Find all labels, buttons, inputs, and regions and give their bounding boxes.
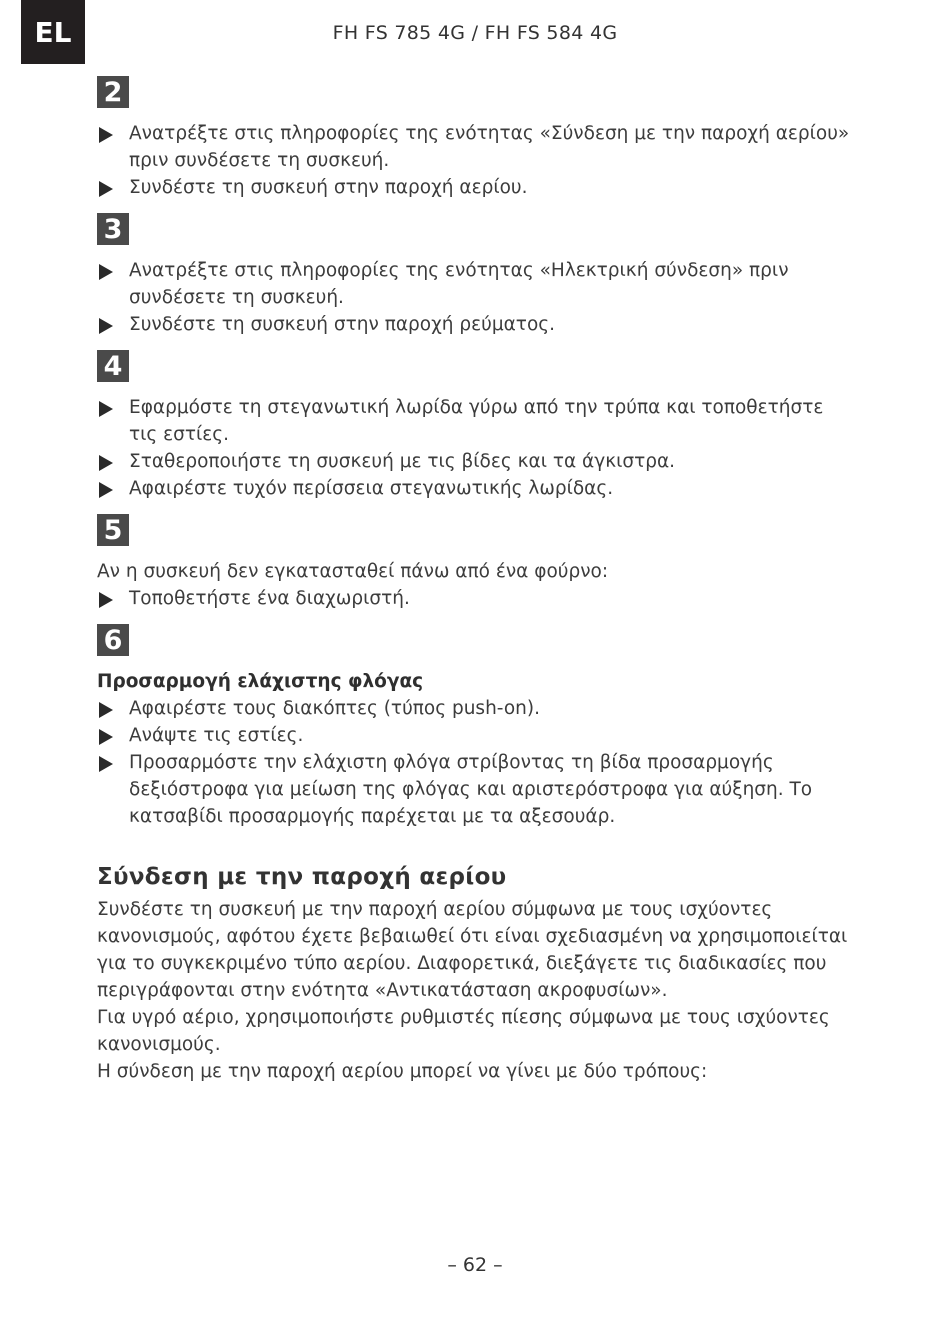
step-2-bullets: [97, 120, 857, 201]
body-paragraph: Για υγρό αέριο, χρησιμοποιήστε ρυθμιστές πίεσης σύμφωνα με τους ισχύοντες κανονισμούς.: [97, 1007, 830, 1055]
step-6-section: [97, 624, 857, 830]
bullet-text: Αφαιρέστε τυχόν περίσσεια στεγανωτικής λωρίδας.: [129, 478, 614, 499]
step-number-badge: 6: [97, 624, 129, 656]
language-tab: EL: [21, 0, 85, 64]
step-4-bullets: [97, 394, 857, 502]
triangle-bullet-icon: [99, 592, 113, 608]
body-paragraph: Η σύνδεση με την παροχή αερίου μπορεί να γίνει με δύο τρόπους:: [97, 1061, 708, 1082]
step-3-bullets: [97, 257, 857, 338]
triangle-bullet-icon: [99, 318, 113, 334]
bullet-text: Συνδέστε τη συσκευή στην παροχή αερίου.: [129, 177, 528, 198]
step-5-section: [97, 514, 857, 612]
bullet-text: Τοποθετήστε ένα διαχωριστή.: [129, 588, 410, 609]
triangle-bullet-icon: [99, 264, 113, 280]
bullet-text: Αφαιρέστε τους διακόπτες (τύπος push-on).: [129, 698, 540, 719]
bullet-item: [97, 695, 857, 722]
step-5-intro: Αν η συσκευή δεν εγκατασταθεί πάνω από ένα φούρνο:: [97, 561, 609, 582]
triangle-bullet-icon: [99, 181, 113, 197]
bullet-item: [97, 174, 857, 201]
triangle-bullet-icon: [99, 702, 113, 718]
step-number-badge: 5: [97, 514, 129, 546]
step-2-section: [97, 76, 857, 201]
body-paragraph: Συνδέστε τη συσκευή με την παροχή αερίου σύμφωνα με τους ισχύοντες κανονισμούς, αφότου έχετε βεβαιωθεί ότι είναι σχεδιασμένη να χρησιμοποιείται για το συγκεκριμένο τύπο αερίου. Διαφορετικά, διεξάγετε τις διαδικασίες που περιγράφονται στην ενότητα «Αντικατάσταση ακροφυσίων».: [97, 899, 848, 1001]
bullet-item: [97, 257, 857, 311]
bullet-text: Συνδέστε τη συσκευή στην παροχή ρεύματος.: [129, 314, 555, 335]
page-content: [97, 76, 857, 1085]
bullet-item: [97, 749, 857, 830]
triangle-bullet-icon: [99, 401, 113, 417]
step-number-badge: 3: [97, 213, 129, 245]
bullet-text: Σταθεροποιήστε τη συσκευή με τις βίδες και τα άγκιστρα.: [129, 451, 676, 472]
step-6-bullets: [97, 695, 857, 830]
bullet-item: [97, 120, 857, 174]
bullet-item: [97, 448, 857, 475]
bullet-item: [97, 585, 857, 612]
bullet-text: Ανάψτε τις εστίες.: [129, 725, 304, 746]
header-title: FH FS 785 4G / FH FS 584 4G: [332, 22, 618, 44]
bullet-text: Ανατρέξτε στις πληροφορίες της ενότητας «Ηλεκτρική σύνδεση» πριν συνδέσετε τη συσκευή.: [129, 260, 789, 308]
bullet-text: Προσαρμόστε την ελάχιστη φλόγα στρίβοντας τη βίδα προσαρμογής δεξιόστροφα για μείωση της φλόγας και αριστερόστροφα για αύξηση. Το κατσαβίδι προσαρμογής παρέχεται με τα αξεσουάρ.: [129, 752, 813, 827]
step-6-subheading: Προσαρμογή ελάχιστης φλόγας: [97, 671, 424, 692]
gas-connection-section: [97, 864, 857, 1085]
triangle-bullet-icon: [99, 127, 113, 143]
step-3-section: [97, 213, 857, 338]
bullet-item: [97, 475, 857, 502]
step-number-badge: 4: [97, 350, 129, 382]
triangle-bullet-icon: [99, 455, 113, 471]
triangle-bullet-icon: [99, 482, 113, 498]
step-number-badge: 2: [97, 76, 129, 108]
triangle-bullet-icon: [99, 729, 113, 745]
bullet-text: Ανατρέξτε στις πληροφορίες της ενότητας «Σύνδεση με την παροχή αερίου» πριν συνδέσετε τη συσκευή.: [129, 123, 850, 171]
triangle-bullet-icon: [99, 756, 113, 772]
bullet-item: [97, 394, 857, 448]
bullet-text: Εφαρμόστε τη στεγανωτική λωρίδα γύρω από την τρύπα και τοποθετήστε τις εστίες.: [129, 397, 824, 445]
section-heading: Σύνδεση με την παροχή αερίου: [97, 864, 507, 890]
step-5-bullets: [97, 585, 857, 612]
step-4-section: [97, 350, 857, 502]
page-number: – 62 –: [447, 1254, 503, 1276]
bullet-item: [97, 311, 857, 338]
bullet-item: [97, 722, 857, 749]
